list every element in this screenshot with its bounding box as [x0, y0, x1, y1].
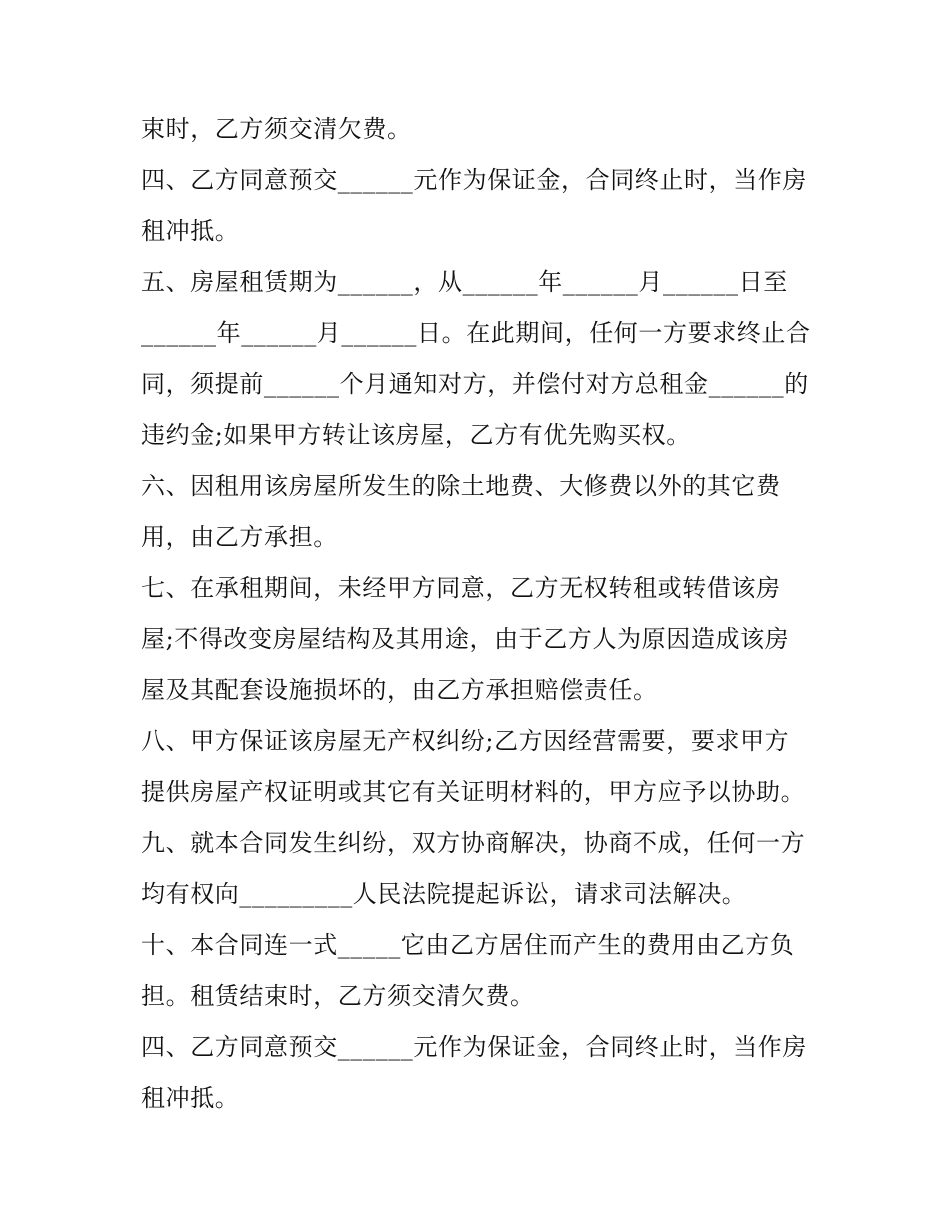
text-line: ______年______月______日。在此期间，任何一方要求终止合 — [141, 319, 811, 347]
text-line: 四、乙方同意预交______元作为保证金，合同终止时，当作房 — [141, 166, 807, 194]
text-line: 租冲抵。 — [141, 217, 240, 245]
document-body — [141, 104, 821, 1124]
text-line: 违约金;如果甲方转让该房屋，乙方有优先购买权。 — [141, 421, 691, 449]
text-line: 四、乙方同意预交______元作为保证金，合同终止时，当作房 — [141, 1033, 807, 1061]
text-line: 用，由乙方承担。 — [141, 523, 338, 551]
text-line: 十、本合同连一式_____它由乙方居住而产生的费用由乙方负 — [141, 931, 795, 959]
text-line: 屋及其配套设施损坏的，由乙方承担赔偿责任。 — [141, 676, 658, 704]
text-line: 屋;不得改变房屋结构及其用途，由于乙方人为原因造成该房 — [141, 625, 790, 653]
text-line: 九、就本合同发生纠纷，双方协商解决，协商不成，任何一方 — [141, 829, 806, 857]
text-line: 八、甲方保证该房屋无产权纠纷;乙方因经营需要，要求甲方 — [141, 727, 790, 755]
text-line: 均有权向_________人民法院提起诉讼，请求司法解决。 — [141, 880, 747, 908]
text-line: 同，须提前______个月通知对方，并偿付对方总租金______的 — [141, 370, 809, 398]
text-line: 六、因租用该房屋所发生的除土地费、大修费以外的其它费 — [141, 472, 781, 500]
text-line: 担。租赁结束时，乙方须交清欠费。 — [141, 982, 535, 1010]
text-line: 提供房屋产权证明或其它有关证明材料的，甲方应予以协助。 — [141, 778, 806, 806]
text-line: 束时，乙方须交清欠费。 — [141, 115, 412, 143]
text-line: 租冲抵。 — [141, 1084, 240, 1112]
text-line: 五、房屋租赁期为______，从______年______月______日至 — [141, 268, 788, 296]
text-line: 七、在承租期间，未经甲方同意，乙方无权转租或转借该房 — [141, 574, 781, 602]
